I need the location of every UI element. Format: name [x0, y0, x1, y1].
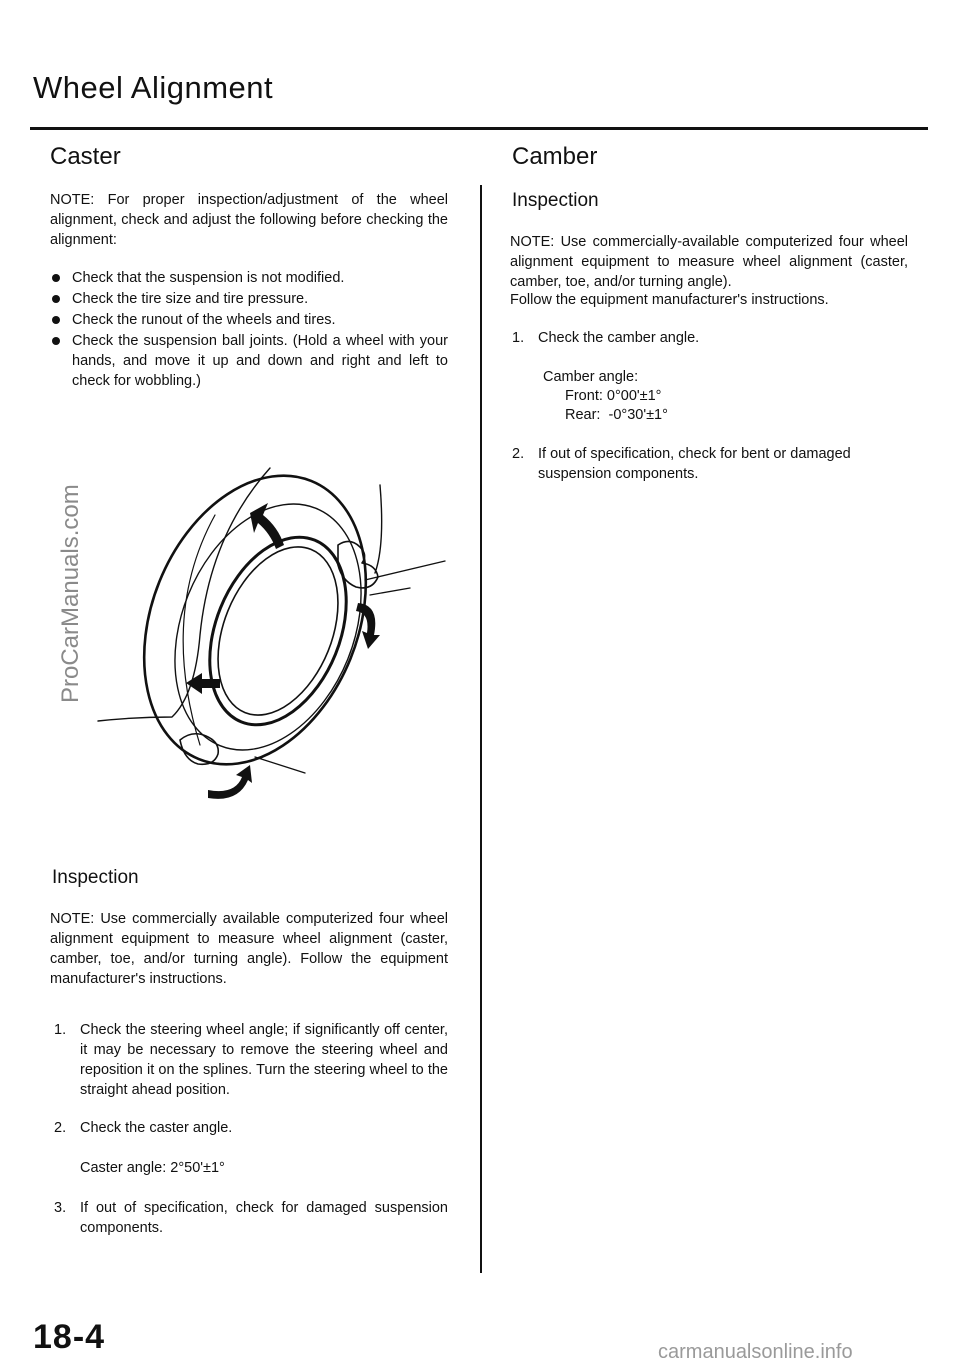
page-number: 18-4 [33, 1318, 106, 1356]
column-divider [480, 185, 482, 1273]
step-text: Check the caster angle. [80, 1120, 233, 1136]
arrow-up-icon [250, 503, 284, 549]
camber-title: Camber [512, 143, 598, 170]
list-item: Check that the suspension is not modified. [50, 268, 448, 288]
side-watermark: ProCarManuals.com [57, 484, 84, 703]
caster-spec: Caster angle: 2°50'±1° [80, 1160, 225, 1176]
list-item [50, 1020, 448, 1100]
list-item: Check the tire size and tire pressure. [50, 289, 448, 309]
camber-spec-label: Camber angle: [543, 369, 639, 385]
tire-outer [103, 455, 406, 798]
camber-inspection-note: NOTE: Use commercially-available computerized four wheel alignment equipment to measure wheel alignment (caster, camber, toe, and/or turning angle). [510, 234, 908, 290]
caster-title: Caster [50, 143, 121, 170]
list-item [508, 328, 908, 348]
step-text: Check the camber angle. [538, 330, 700, 346]
caster-spec-row [50, 1158, 448, 1178]
tread-line [183, 515, 215, 745]
list-item: Check the runout of the wheels and tires. [50, 310, 448, 330]
page-title: Wheel Alignment [33, 70, 274, 105]
list-item [50, 1118, 448, 1138]
body-line-left [98, 468, 270, 721]
axle-top-lower [370, 588, 410, 595]
arrow-rotate-bottom-icon [208, 765, 252, 799]
list-item [508, 444, 908, 484]
step-text: Check the steering wheel angle; if significantly off center, it may be necessary to remove the steering wheel and reposition it on the splines. Turn the steering wheel to the straight ahead position. [80, 1022, 448, 1098]
step-number: 3. [54, 1200, 67, 1216]
axle-bottom [255, 757, 305, 773]
camber-inspection-note-2: Follow the equipment manufacturer's instructions. [510, 292, 829, 308]
caster-inspection-note: NOTE: Use commercially available computerized four wheel alignment equipment to measure wheel alignment (caster, camber, toe, and/or turning angle). Follow the equipment manufacturer's instructions. [50, 911, 448, 987]
caster-inspection-title: Inspection [52, 867, 139, 888]
camber-spec-rear: Rear: -0°30'±1° [565, 407, 668, 423]
step-text: If out of specification, check for damaged suspension components. [80, 1200, 448, 1236]
camber-spec-front: Front: 0°00'±1° [565, 388, 662, 404]
camber-steps-continued [508, 444, 908, 484]
step-number: 2. [512, 446, 525, 462]
list-item: Check the suspension ball joints. (Hold a wheel with your hands, and move it up and down and right and left to check for wobbling.) [50, 331, 448, 391]
list-item [50, 1198, 448, 1238]
bottom-watermark: carmanualsonline.info [658, 1341, 853, 1363]
step-number: 1. [54, 1022, 67, 1038]
step-number: 1. [512, 330, 525, 346]
caster-note: NOTE: For proper inspection/adjustment of the wheel alignment, check and adjust the following before checking the alignment: [50, 192, 448, 248]
wheel-illustration [90, 455, 460, 815]
step-number: 2. [54, 1120, 67, 1136]
step-text: If out of specification, check for bent or damaged suspension components. [538, 446, 851, 482]
caster-steps [50, 1020, 448, 1238]
title-rule [30, 127, 928, 130]
body-line-right [375, 485, 382, 573]
camber-steps [508, 328, 908, 348]
camber-inspection-title: Inspection [512, 190, 599, 211]
pre-check-list [50, 268, 448, 392]
